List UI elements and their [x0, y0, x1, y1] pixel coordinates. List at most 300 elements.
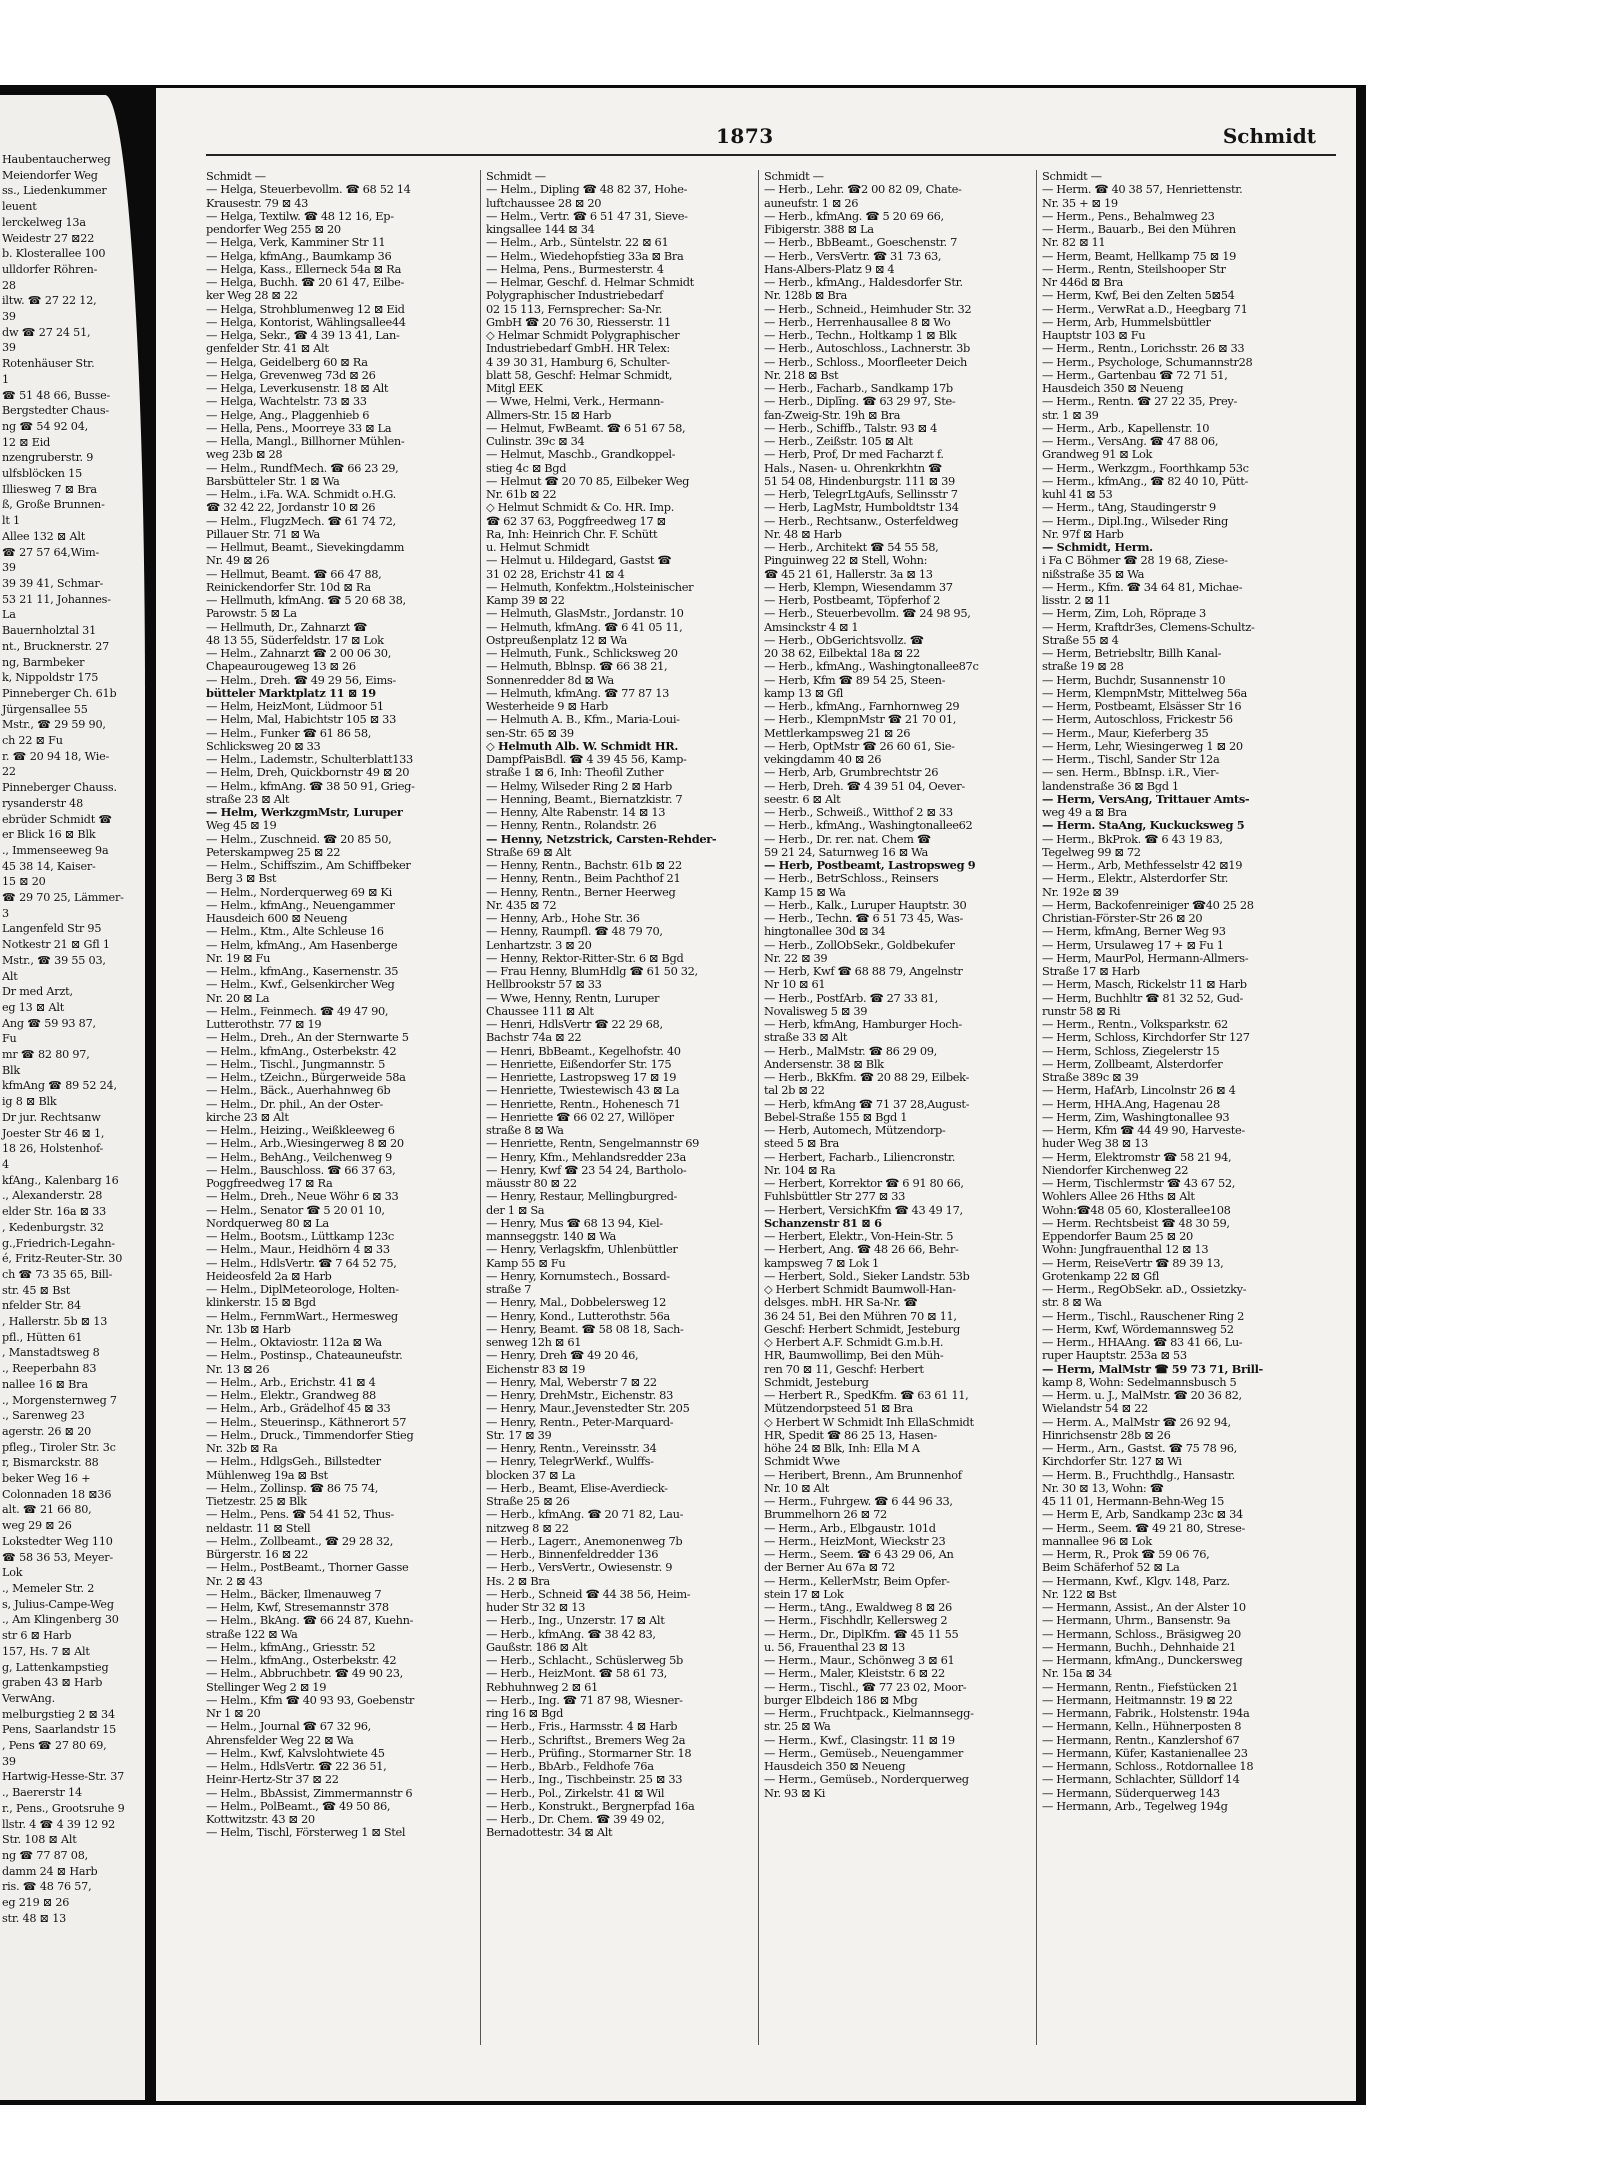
directory-entry-line: — Henriette ☎ 66 02 27, Willöper — [486, 1110, 674, 1124]
directory-entry-line: — Herb., ZollObSekr., Goldbekufer — [764, 938, 955, 952]
directory-entry-line: — Hermann, Rentn., Fiefstücken 21 — [1042, 1680, 1239, 1694]
directory-entry-line: Mettlerkampsweg 21 ⊠ 26 — [764, 726, 911, 740]
directory-entry-line: runstr 58 ⊠ Ri — [1042, 1004, 1121, 1018]
directory-entry-line: — Herm., Kfm. ☎ 34 64 81, Michae- — [1042, 580, 1243, 594]
directory-entry-line: — Herm., Arb., Kapellenstr. 10 — [1042, 421, 1210, 435]
directory-entry-line: — Henry, Restaur, Mellingburgred- — [486, 1190, 678, 1204]
column-1 — [206, 170, 471, 1840]
directory-entry-line: Wohn: Jungfrauenthal 12 ⊠ 13 — [1042, 1243, 1209, 1257]
left-page-line: 1 — [2, 372, 9, 386]
directory-entry-line: — Henry, DrehMstr., Eichenstr. 83 — [486, 1389, 673, 1402]
directory-entry-line: — Herm., HeizMont, Wieckstr 23 — [764, 1534, 946, 1548]
directory-entry-line: HR, Spedit ☎ 86 25 13, Hasen- — [764, 1428, 937, 1442]
directory-entry-line: — Henny, Arb., Hohe Str. 36 — [486, 912, 640, 925]
left-page-line: Hartwig-Hesse-Str. 37 — [2, 1770, 125, 1784]
directory-entry-line: Industriebedarf GmbH. HR Telex: — [486, 342, 670, 356]
directory-entry-line: — Herb., VersVertr. ☎ 31 73 63, — [764, 249, 942, 263]
directory-entry-line: Straße 69 ⊠ Alt — [486, 845, 572, 859]
directory-entry-line: — Herm., Rentn., Volksparkstr. 62 — [1042, 1018, 1228, 1031]
directory-entry-line: — Herm, Backofenreiniger ☎40 25 28 — [1042, 898, 1254, 912]
left-page-line: VerwAng. — [2, 1691, 55, 1705]
directory-entry-line: weg 49 a ⊠ Bra — [1042, 806, 1127, 819]
directory-entry-line: — Herbert, Ang. ☎ 48 26 66, Behr- — [764, 1243, 959, 1257]
left-page-line: Pinneberger Chauss. — [2, 781, 117, 795]
directory-entry-line: Nr. 20 ⊠ La — [206, 991, 270, 1005]
directory-entry-line: Schlicksweg 20 ⊠ 33 — [206, 739, 321, 753]
directory-entry-line: — Heribert, Brenn., Am Brunnenhof — [764, 1468, 962, 1482]
directory-entry-line: Bernadottestr. 34 ⊠ Alt — [486, 1826, 613, 1840]
directory-entry-line: blocken 37 ⊠ La — [486, 1468, 576, 1482]
directory-entry-line: — Helm., Arb., Erichstr. 41 ⊠ 4 — [206, 1375, 376, 1389]
directory-entry-line: ren 70 ⊠ 11, Geschf: Herbert — [764, 1362, 924, 1376]
directory-entry-line: Nordquerweg 80 ⊠ La — [206, 1216, 329, 1230]
directory-entry-line: fan-Zweig-Str. 19h ⊠ Bra — [764, 408, 901, 422]
directory-entry-line: — Herm. B., Fruchthdlg., Hansastr. — [1042, 1468, 1235, 1482]
directory-entry-line: — Herb., Techn., Holtkamp 1 ⊠ Blk — [764, 329, 957, 342]
directory-entry-line: — Hermann, Rentn., Kanzlershof 67 — [1042, 1733, 1240, 1747]
directory-entry-line: 4 39 30 31, Hamburg 6, Schulter- — [486, 355, 670, 369]
directory-entry-line: — Hellmuth, Dr., Zahnarzt ☎ — [206, 620, 368, 634]
directory-entry-line: — Herm, Arb, Hummelsbüttler — [1042, 315, 1211, 329]
directory-entry-line: der 1 ⊠ Sa — [486, 1203, 545, 1217]
directory-entry-line: — Herb., Techn. ☎ 6 51 73 45, Was- — [764, 912, 963, 925]
left-page-line: , Manstadtsweg 8 — [2, 1346, 100, 1360]
directory-entry-line: — Herb., Beamt, Elise-Averdieck- — [486, 1481, 668, 1495]
directory-entry-line: — Herm., Werkzgm., Foorthkamp 53c — [1042, 461, 1249, 475]
directory-entry-line: Parowstr. 5 ⊠ La — [206, 607, 297, 621]
directory-entry-line: der Berner Au 67a ⊠ 72 — [764, 1561, 895, 1575]
directory-entry-line: — Henny, Netzstrick, Carsten-Rehder- — [486, 832, 717, 846]
directory-entry-line: — Herb., kfmAng., Washingtonallee62 — [764, 819, 973, 833]
directory-entry-line: — Henry, Mal, Weberstr 7 ⊠ 22 — [486, 1375, 657, 1389]
directory-entry-line: — Helm., kfmAng., Neuengammer — [206, 898, 395, 912]
directory-entry-line: — Helm., Heizing., Weißkleeweg 6 — [206, 1124, 395, 1137]
directory-entry-line: Mitgl EEK — [486, 382, 543, 395]
directory-entry-line: — Helm., Arb.,Wiesingerweg 8 ⊠ 20 — [206, 1137, 404, 1151]
column-2 — [486, 170, 751, 1840]
directory-entry-line: — Helm., PostBeamt., Thorner Gasse — [206, 1561, 409, 1575]
directory-entry-line: Andersenstr. 38 ⊠ Blk — [764, 1057, 884, 1071]
directory-entry-line: Nr. 128b ⊠ Bra — [764, 289, 847, 303]
left-page-line: pfl., Hütten 61 — [2, 1330, 83, 1344]
directory-entry-line: — Helma, Pens., Burmesterstr. 4 — [486, 262, 664, 276]
directory-entry-line: Wohn:☎48 05 60, Klosterallee108 — [1042, 1203, 1231, 1217]
directory-entry-line: Nr. 22 ⊠ 39 — [764, 951, 828, 965]
directory-entry-line: — Helmut u. Hildegard, Gastst ☎ — [486, 554, 672, 568]
left-page-line: 157, Hs. 7 ⊠ Alt — [2, 1644, 90, 1658]
directory-entry-line: str. 25 ⊠ Wa — [764, 1720, 831, 1734]
directory-entry-line: — Herb., kfmAng. ☎ 20 71 82, Lau- — [486, 1508, 684, 1522]
directory-entry-line: — Helm., FernmWart., Hermesweg — [206, 1309, 398, 1323]
directory-entry-line: 20 38 62, Eilbektal 18a ⊠ 22 — [764, 647, 920, 660]
directory-entry-line: — Herm., Arb., Elbgaustr. 101d — [764, 1521, 936, 1535]
directory-entry-line: — Herm., Tischl., ☎ 77 23 02, Moor- — [764, 1680, 967, 1694]
directory-entry-line: — Herm. A., MalMstr ☎ 26 92 94, — [1042, 1415, 1231, 1429]
directory-entry-line: — Herb., Facharb., Sandkamp 17b — [764, 382, 953, 395]
directory-entry-line: vekingdamm 40 ⊠ 26 — [764, 753, 882, 766]
left-page-edge — [0, 95, 145, 2100]
directory-entry-line: — Helm., Kwf., Gelsenkircher Weg — [206, 978, 395, 992]
directory-entry-line: — Helm., tZeichn., Bürgerweide 58a — [206, 1071, 406, 1084]
directory-entry-line: — Herm., Rentn. ☎ 27 22 35, Prey- — [1042, 395, 1237, 409]
directory-entry-line: Kirchdorfer Str. 127 ⊠ Wi — [1042, 1455, 1182, 1469]
directory-entry-line: straße 8 ⊠ Wa — [486, 1124, 564, 1137]
directory-entry-line: — Helm., kfmAng., Osterbekstr. 42 — [206, 1044, 397, 1058]
directory-entry-line: — Hermann, Arb., Tegelweg 194g — [1042, 1799, 1228, 1813]
directory-entry-line: — Herm, Kwf, Wördemannsweg 52 — [1042, 1322, 1234, 1336]
directory-entry-line: Westerheide 9 ⊠ Harb — [486, 700, 608, 713]
left-page-line: 39 — [2, 341, 16, 355]
directory-entry-line: Ostpreußenplatz 12 ⊠ Wa — [486, 633, 627, 647]
directory-entry-line: Eichenstr 83 ⊠ 19 — [486, 1362, 586, 1376]
directory-entry-line: — Herb., Pol., Zirkelstr. 41 ⊠ Wil — [486, 1786, 665, 1800]
left-page-line: Langenfeld Str 95 — [2, 922, 102, 936]
directory-entry-line: — Helm., Dipling ☎ 48 82 37, Hohe- — [486, 183, 688, 197]
directory-entry-line: — Hellmut, Beamt. ☎ 66 47 88, — [206, 567, 382, 581]
directory-entry-line: Weg 45 ⊠ 19 — [206, 819, 277, 833]
directory-entry-line: — Helm., i.Fa. W.A. Schmidt o.H.G. — [206, 488, 396, 501]
left-page-line: r., Pens., Grootsruhe 9 — [2, 1801, 125, 1815]
left-page-line: ulldorfer Röhren- — [2, 262, 98, 276]
directory-entry-line: Nr. 19 ⊠ Fu — [206, 951, 271, 965]
left-page-line: é, Fritz-Reuter-Str. 30 — [2, 1252, 123, 1266]
directory-entry-line: ruper Hauptstr. 253a ⊠ 53 — [1042, 1349, 1187, 1363]
directory-entry-line: — Helm., BbAssist, Zimmermannstr 6 — [206, 1786, 413, 1800]
directory-entry-line: — Henriette, Rentn, Sengelmannstr 69 — [486, 1137, 699, 1151]
left-page-line: Fu — [2, 1032, 17, 1046]
directory-entry-line: — Herb, Postbeamt, Töpferhof 2 — [764, 594, 941, 607]
directory-entry-line: — Helm., Dreh., An der Sternwarte 5 — [206, 1031, 409, 1045]
directory-entry-line: Tietzestr. 25 ⊠ Blk — [206, 1495, 307, 1508]
directory-entry-line: Ra, Inh: Heinrich Chr. F. Schütt — [486, 527, 658, 541]
directory-entry-line: Wielandstr 54 ⊠ 22 — [1042, 1402, 1148, 1416]
directory-entry-line: — Helm., Journal ☎ 67 32 96, — [206, 1720, 371, 1734]
left-page-line: Lok — [2, 1566, 23, 1580]
directory-entry-line: — Henriette, Lastropsweg 17 ⊠ 19 — [486, 1071, 677, 1084]
directory-entry-line: ☎ 32 42 22, Jordanstr 10 ⊠ 26 — [206, 501, 376, 515]
directory-entry-line: — Herm, Zim, Washingtonallee 93 — [1042, 1110, 1230, 1124]
directory-entry-line: Grotenkamp 22 ⊠ Gfl — [1042, 1269, 1160, 1283]
directory-entry-line: Nr. 93 ⊠ Ki — [764, 1786, 825, 1800]
directory-entry-line: kampsweg 7 ⊠ Lok 1 — [764, 1256, 879, 1270]
left-page-line: nt., Brucknerstr. 27 — [2, 639, 110, 653]
directory-entry-line: — Herm., Seem. ☎ 6 43 29 06, An — [764, 1548, 954, 1561]
page-number: 1873 — [716, 124, 774, 148]
directory-entry-line: — Herb, kfmAng, Hamburger Hoch- — [764, 1018, 962, 1031]
directory-entry-line: Str. 17 ⊠ 39 — [486, 1428, 552, 1442]
directory-entry-line: Nr. 122 ⊠ Bst — [1042, 1587, 1117, 1601]
left-page-line: Dr jur. Rechtsanw — [2, 1110, 101, 1124]
directory-entry-line: — Herm, KlempnMstr, Mittelweg 56a — [1042, 686, 1247, 700]
directory-entry-line: 48 13 55, Süderfeldstr. 17 ⊠ Lok — [206, 633, 384, 647]
directory-entry-line: — Helmuth, GlasMstr., Jordanstr. 10 — [486, 607, 684, 621]
directory-entry-line: Christian-Förster-Str 26 ⊠ 20 — [1042, 912, 1203, 925]
directory-entry-line: — Helm., Zuschneid. ☎ 20 85 50, — [206, 832, 392, 846]
left-page-line: ebrüder Schmidt ☎ — [2, 812, 113, 826]
directory-entry-line: — Herb, Postbeamt, Lastropsweg 9 — [764, 859, 976, 872]
directory-entry-line: ring 16 ⊠ Bgd — [486, 1707, 564, 1720]
left-page-line: 39 — [2, 310, 16, 324]
directory-entry-line: — Herm, Zim, Loh, Röpraде 3 — [1042, 607, 1206, 621]
directory-entry-line: — Herm., Gemüseb., Neuengammer — [764, 1746, 964, 1760]
left-page-line: ng ☎ 54 92 04, — [2, 419, 88, 433]
directory-entry-line: Niendorfer Kirchenweg 22 — [1042, 1163, 1189, 1177]
directory-entry-line: Kottwitzstr. 43 ⊠ 20 — [206, 1813, 315, 1826]
directory-entry-line: Beim Schäferhof 52 ⊠ La — [1042, 1561, 1180, 1575]
directory-entry-line: — Herm., RegObSekr. aD., Ossietzky- — [1042, 1283, 1247, 1296]
directory-entry-line: GmbH ☎ 20 76 30, Riesserstr. 11 — [486, 315, 671, 329]
directory-entry-line: — Helmuth, kfmAng. ☎ 77 87 13 — [486, 686, 670, 700]
directory-entry-line: — Hermann, Uhrm., Bansenstr. 9a — [1042, 1614, 1231, 1628]
directory-entry-line: — Herb., Fris., Harmsstr. 4 ⊠ Harb — [486, 1720, 678, 1734]
directory-entry-line: tal 2b ⊠ 22 — [764, 1084, 825, 1098]
directory-entry-line: — Wwe, Henny, Rentn, Luruper — [486, 991, 660, 1005]
directory-entry-line: — Herb., kfmAng., Washingtonallee87c — [764, 660, 979, 674]
directory-entry-line: Nr. 48 ⊠ Harb — [764, 527, 842, 541]
directory-entry-line: — Henriette, Twiestewisch 43 ⊠ La — [486, 1084, 680, 1098]
directory-entry-line: burger Elbdeich 186 ⊠ Mbg — [764, 1693, 918, 1707]
left-page-line: Pens, Saarlandstr 15 — [2, 1723, 117, 1737]
directory-entry-line: — Herm, Postbeamt, Elsässer Str 16 — [1042, 700, 1242, 713]
directory-entry-line: — Helm, Mal, Habichtstr 105 ⊠ 33 — [206, 713, 396, 727]
left-page-line: Weidestr 27 ⊠22 — [2, 231, 95, 245]
directory-entry-line: — Herb., Ing., Tischbeinstr. 25 ⊠ 33 — [486, 1773, 683, 1787]
directory-entry-line: — Helmut, Maschb., Grandkoppel- — [486, 448, 676, 462]
directory-entry-line: Schmidt Wwe — [764, 1455, 840, 1469]
header-word: Schmidt — [1222, 124, 1316, 148]
directory-entry-line: straße 23 ⊠ Alt — [206, 792, 290, 806]
directory-entry-line: — Hella, Pens., Moorreye 33 ⊠ La — [206, 421, 392, 435]
left-page-line: nzengruberstr. 9 — [2, 451, 94, 465]
directory-entry-line: — Herm., Kwf., Clasingstr. 11 ⊠ 19 — [764, 1733, 955, 1747]
left-page-line: ch 22 ⊠ Fu — [2, 734, 63, 748]
directory-entry-line: — Hermann, Süderquerweg 143 — [1042, 1786, 1220, 1800]
directory-entry-line: — Schmidt, Herm. — [1042, 541, 1153, 554]
directory-entry-line: — Helm, kfmAng., Am Hasenberge — [206, 938, 398, 952]
directory-entry-line: kuhl 41 ⊠ 53 — [1042, 488, 1113, 501]
left-page-line: Jürgensallee 55 — [2, 702, 88, 716]
directory-entry-line: — Herb., kfmAng. ☎ 5 20 69 66, — [764, 209, 944, 223]
directory-entry-line: 31 02 28, Erichstr 41 ⊠ 4 — [486, 567, 625, 581]
directory-entry-line: — Helm., Arb., Süntelstr. 22 ⊠ 61 — [486, 236, 669, 250]
directory-entry-line: — Herb., Schweiß., Witthof 2 ⊠ 33 — [764, 806, 953, 819]
left-page-line: Meiendorfer Weg — [2, 168, 98, 182]
left-page-line: melburgstieg 2 ⊠ 34 — [2, 1707, 115, 1721]
directory-entry-line: — Helmut, FwBeamt. ☎ 6 51 67 58, — [486, 421, 686, 435]
directory-entry-line: stieg 4c ⊠ Bgd — [486, 461, 567, 475]
directory-entry-line: Pillauer Str. 71 ⊠ Wa — [206, 527, 320, 541]
directory-entry-line: — Henning, Beamt., Biernatzkistr. 7 — [486, 792, 683, 806]
directory-entry-line: — Helmuth, kfmAng. ☎ 6 41 05 11, — [486, 620, 683, 634]
directory-entry-line: lisstr. 2 ⊠ 11 — [1042, 594, 1111, 607]
left-page-line: La — [2, 608, 16, 622]
left-page-line: iltw. ☎ 27 22 12, — [2, 294, 97, 308]
directory-entry-line: — Herm., Tischl, Sander Str 12a — [1042, 753, 1220, 766]
directory-entry-line: — Herb., ObGerichtsvollz. ☎ — [764, 633, 924, 647]
directory-entry-line: — Herm, Lehr, Wiesingerweg 1 ⊠ 20 — [1042, 739, 1243, 753]
left-page-line: str. 45 ⊠ Bst — [2, 1283, 71, 1297]
left-page-line: g, Lattenkampstieg — [2, 1660, 109, 1674]
directory-entry-line: — Herm, Zollbeamt, Alsterdorfer — [1042, 1057, 1223, 1071]
left-page-line: 39 39 41, Schmar- — [2, 576, 104, 590]
directory-entry-line: — Herb., Prüfing., Stormarner Str. 18 — [486, 1746, 692, 1760]
directory-entry-line: — Herb., kfmAng., Farnhornweg 29 — [764, 700, 960, 713]
directory-entry-line: — Helm., kfmAng., Griesstr. 52 — [206, 1640, 376, 1654]
left-page-line: , Kedenburgstr. 32 — [2, 1220, 104, 1234]
directory-entry-line: — Henny, Alte Rabenstr. 14 ⊠ 13 — [486, 806, 666, 819]
directory-entry-line: — Helm, HeizMont, Lüdmoor 51 — [206, 700, 384, 713]
directory-entry-line: — Hermann, Kelln., Hühnerposten 8 — [1042, 1720, 1242, 1734]
directory-entry-line: — Helm., Postinsp., Chateauneufstr. — [206, 1349, 403, 1363]
directory-entry-line: — Henny, Raumpfl. ☎ 48 79 70, — [486, 925, 663, 939]
directory-entry-line: — Herbert, Elektr., Von-Hein-Str. 5 — [764, 1230, 954, 1243]
directory-entry-line: — Helga, Strohblumenweg 12 ⊠ Eid — [206, 302, 405, 316]
directory-entry-line: — Herb., Schloss., Moorfleeter Deich — [764, 355, 968, 369]
left-page-line: alt. ☎ 21 66 80, — [2, 1503, 92, 1517]
directory-entry-line: — Helm., Kfm ☎ 40 93 93, Goebenstr — [206, 1693, 414, 1707]
directory-entry-line: — Helm., FlugzMech. ☎ 61 74 72, — [206, 514, 396, 528]
directory-entry-line: DampfPaisBdl. ☎ 4 39 45 56, Kamp- — [486, 753, 687, 766]
directory-entry-line: — Herm, VersAng, Trittauer Amts- — [1042, 792, 1250, 806]
directory-entry-line: — Herbert, VersichKfm ☎ 43 49 17, — [764, 1203, 963, 1217]
directory-entry-line: — Helm., Zollinsp. ☎ 86 75 74, — [206, 1481, 379, 1495]
directory-entry-line: Straße 55 ⊠ 4 — [1042, 633, 1119, 647]
directory-entry-line: — Helga, Steuerbevollm. ☎ 68 52 14 — [206, 183, 411, 197]
directory-entry-line: — Henny, Rentn., Beim Pachthof 21 — [486, 872, 681, 886]
left-page-line: str. 48 ⊠ 13 — [2, 1911, 67, 1925]
left-page-line: Allee 132 ⊠ Alt — [2, 529, 86, 543]
directory-entry-line: — Henriette, Eißendorfer Str. 175 — [486, 1057, 672, 1071]
left-page-line: ☎ 51 48 66, Busse- — [2, 388, 111, 402]
directory-entry-line: — Herm., Fischhdlr, Kellersweg 2 — [764, 1614, 948, 1628]
directory-entry-line: straße 7 — [486, 1283, 532, 1296]
directory-entry-line: Schmidt — — [206, 170, 266, 183]
left-page-line: Bergstedter Chaus- — [2, 404, 109, 418]
directory-entry-line: — Herb., Lehr. ☎2 00 82 09, Chate- — [764, 183, 962, 197]
directory-entry-line: nißstraße 35 ⊠ Wa — [1042, 567, 1145, 581]
directory-entry-line: — Henri, HdlsVertr ☎ 22 29 68, — [486, 1018, 663, 1031]
directory-entry-line: — Herb., Dr. rer. nat. Chem ☎ — [764, 832, 931, 846]
directory-entry-line: — Herb., Rechtsanw., Osterfeldweg — [764, 514, 959, 528]
directory-entry-line: Heideosfeld 2a ⊠ Harb — [206, 1269, 332, 1283]
left-page-line: ., Sarenweg 23 — [2, 1409, 85, 1423]
directory-entry-line: — Henry, TelegrWerkf., Wulffs- — [486, 1455, 654, 1469]
left-page-line: ris. ☎ 48 76 57, — [2, 1880, 92, 1894]
directory-entry-line: Lutterothstr. 77 ⊠ 19 — [206, 1018, 322, 1031]
directory-entry-line: — Herb., Ing., Unzerstr. 17 ⊠ Alt — [486, 1614, 665, 1628]
directory-entry-line: — Helmuth, Konfektm.,Holsteinischer — [486, 580, 694, 594]
directory-entry-line: Heinr-Hertz-Str 37 ⊠ 22 — [206, 1773, 339, 1787]
directory-entry-line: Stellinger Weg 2 ⊠ 19 — [206, 1680, 327, 1694]
directory-entry-line: 02 15 113, Fernsprecher: Sa-Nr. — [486, 302, 663, 316]
directory-entry-line: — Helm., Maur., Heidhörn 4 ⊠ 33 — [206, 1243, 390, 1257]
directory-entry-line: — Herm., Seem. ☎ 49 21 80, Strese- — [1042, 1521, 1245, 1535]
directory-entry-line: sen-Str. 65 ⊠ 39 — [486, 726, 574, 740]
directory-entry-line: — Herm., Dipl.Ing., Wilseder Ring — [1042, 514, 1228, 528]
directory-entry-line: — Herm., BkProk. ☎ 6 43 19 83, — [1042, 832, 1223, 846]
directory-entry-line: Straße 25 ⊠ 26 — [486, 1495, 570, 1508]
directory-entry-line: — Herm, MaurPol, Hermann-Allmers- — [1042, 951, 1249, 965]
left-page-line: , Hallerstr. 5b ⊠ 13 — [2, 1315, 108, 1329]
directory-entry-line: — Herb, kfmAng ☎ 71 37 28,August- — [764, 1097, 970, 1111]
directory-entry-line: Hausdeich 350 ⊠ Neueng — [1042, 382, 1184, 395]
directory-entry-line: Tegelweg 99 ⊠ 72 — [1042, 845, 1141, 859]
directory-entry-line: — Herm. StaAng, Kuckucksweg 5 — [1042, 819, 1245, 833]
directory-entry-line: Bürgerstr. 16 ⊠ 22 — [206, 1548, 308, 1561]
directory-entry-line: — Henri, BbBeamt., Kegelhofstr. 40 — [486, 1044, 681, 1058]
directory-entry-line: — Herm. ☎ 40 38 57, Henriettenstr. — [1042, 183, 1243, 197]
directory-entry-line: — Herm, Ursulaweg 17 + ⊠ Fu 1 — [1042, 938, 1224, 952]
directory-entry-line: — Hermann, Schloss., Bräsigweg 20 — [1042, 1627, 1241, 1641]
directory-entry-line: Brummelhorn 26 ⊠ 72 — [764, 1508, 887, 1522]
left-page-line: 45 38 14, Kaiser- — [2, 859, 96, 873]
directory-entry-line: — Helm., Kwf, Kalvslohtwiete 45 — [206, 1746, 385, 1760]
directory-entry-line: — Herb, Prof, Dr med Facharzt f. — [764, 448, 944, 462]
directory-entry-line: — Herbert, Facharb., Liliencronstr. — [764, 1150, 956, 1164]
directory-entry-line: Nr 10 ⊠ 61 — [764, 978, 826, 992]
left-page-line: Mstr., ☎ 29 59 90, — [2, 718, 106, 732]
directory-entry-line: — Helm., Wiedehopfstieg 33a ⊠ Bra — [486, 249, 684, 263]
left-page-line: Mstr., ☎ 39 55 03, — [2, 953, 106, 967]
directory-entry-line: Poggfreedweg 17 ⊠ Ra — [206, 1177, 333, 1190]
directory-entry-line: — Herm., kfmAng., ☎ 82 40 10, Pütt- — [1042, 474, 1248, 488]
directory-entry-line: straße 33 ⊠ Alt — [764, 1031, 848, 1045]
directory-entry-line: Peterskampweg 25 ⊠ 22 — [206, 845, 341, 859]
directory-entry-line: — Herm, Tischlermstr ☎ 43 67 52, — [1042, 1177, 1236, 1190]
directory-entry-line: — Henry, Kwf ☎ 23 54 24, Bartholo- — [486, 1163, 687, 1177]
directory-entry-line: — Herb, Kfm ☎ 89 54 25, Steen- — [764, 673, 946, 687]
directory-entry-line: — Herb., Kalk., Luruper Hauptstr. 30 — [764, 898, 967, 912]
directory-entry-line: — Herm, Kfm ☎ 44 49 90, Harveste- — [1042, 1124, 1245, 1137]
column-rule — [758, 170, 759, 2045]
directory-entry-line: Sonnenredder 8d ⊠ Wa — [486, 673, 614, 687]
directory-entry-line: — Helm., BehAng., Veilchenweg 9 — [206, 1150, 392, 1164]
directory-entry-line: — Helm., Funker ☎ 61 86 58, — [206, 726, 371, 740]
directory-entry-line: — Helmuth, Bblnsp. ☎ 66 38 21, — [486, 660, 668, 674]
directory-entry-line: Schmidt — — [1042, 170, 1102, 183]
directory-entry-line: Mühlenweg 19a ⊠ Bst — [206, 1468, 328, 1482]
left-page-line: lerckelweg 13a — [2, 215, 86, 229]
left-page-line: ., Memeler Str. 2 — [2, 1581, 95, 1595]
directory-entry-line: — Helm., Bauschloss. ☎ 66 37 63, — [206, 1163, 396, 1177]
directory-entry-line: — Helm., Steuerinsp., Käthnerort 57 — [206, 1415, 407, 1429]
left-page-line: g.,Friedrich-Legahn- — [2, 1236, 115, 1250]
directory-entry-line: — Helga, Kontorist, Wählingsallee44 — [206, 315, 406, 329]
left-page-line: ss., Liedenkummer — [2, 184, 107, 198]
left-page-line: damm 24 ⊠ Harb — [2, 1864, 98, 1878]
directory-entry-line: kamp 13 ⊠ Gfl — [764, 686, 844, 700]
directory-entry-line: — Herm, HafArb, Lincolnstr 26 ⊠ 4 — [1042, 1084, 1236, 1098]
directory-entry-line: Nr. 82 ⊠ 11 — [1042, 236, 1106, 250]
directory-entry-line: Reinickendorfer Str. 10d ⊠ Ra — [206, 580, 371, 594]
directory-entry-line: — Herm, Betriebsltr, Billh Kanal- — [1042, 647, 1222, 660]
directory-entry-line: — Herb., Schiffb., Talstr. 93 ⊠ 4 — [764, 421, 938, 435]
directory-entry-line: — Herb, LagMstr, Humboldtstr 134 — [764, 501, 959, 515]
left-page-line: leuent — [2, 200, 37, 214]
directory-entry-line: — Helga, Geidelberg 60 ⊠ Ra — [206, 355, 368, 369]
directory-entry-line: — Helga, Wachtelstr. 73 ⊠ 33 — [206, 395, 367, 409]
directory-entry-line: — Wwe, Helmi, Verk., Hermann- — [486, 395, 664, 409]
directory-entry-line: — sen. Herm., BbInsp. i.R., Vier- — [1042, 766, 1219, 780]
left-page-line: agerstr. 26 ⊠ 20 — [2, 1424, 92, 1438]
directory-entry-line: — Herm., KellerMstr, Beim Opfer- — [764, 1574, 950, 1588]
left-page-line: eg 219 ⊠ 26 — [2, 1896, 70, 1910]
directory-entry-line: luftchaussee 28 ⊠ 20 — [486, 196, 602, 210]
left-page-line: k, Nippoldstr 175 — [2, 671, 99, 685]
directory-entry-line: — Herb., MalMstr. ☎ 86 29 09, — [764, 1044, 937, 1058]
left-page-line: ., Alexanderstr. 28 — [2, 1189, 103, 1203]
directory-entry-line: Gaußstr. 186 ⊠ Alt — [486, 1640, 588, 1654]
